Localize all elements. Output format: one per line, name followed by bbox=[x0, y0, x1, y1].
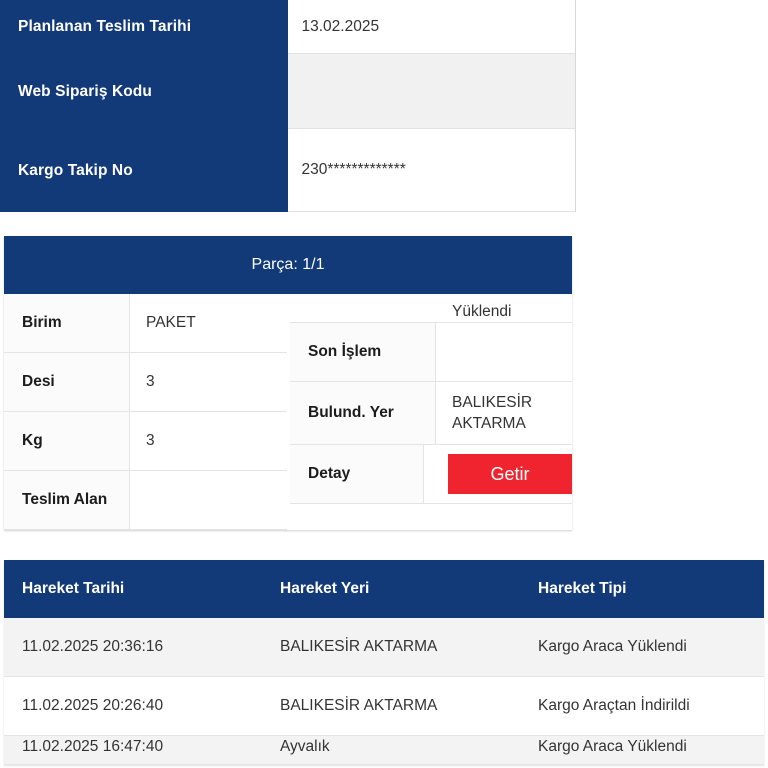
table-row-clipped bbox=[290, 294, 572, 323]
label-kg: Kg bbox=[4, 412, 130, 470]
table-row bbox=[4, 294, 287, 353]
cell-type: Kargo Araçtan İndirildi bbox=[538, 697, 690, 714]
label-cargo-tracking-no: Kargo Takip No bbox=[18, 161, 133, 179]
cell-date: 11.02.2025 20:36:16 bbox=[22, 638, 164, 655]
table-row bbox=[4, 353, 287, 412]
cell-date: 11.02.2025 16:47:40 bbox=[22, 738, 164, 755]
cell-date: 11.02.2025 20:26:40 bbox=[22, 697, 164, 714]
label-planned-delivery-date: Planlanan Teslim Tarihi bbox=[18, 18, 192, 35]
value-cargo-tracking-no: 230************* bbox=[288, 129, 576, 212]
value-bulund-yer: BALIKESİR AKTARMA bbox=[436, 382, 572, 444]
parcel-panel-body bbox=[4, 294, 572, 530]
parcel-left-table bbox=[4, 294, 288, 530]
label-desi: Desi bbox=[4, 353, 130, 411]
movement-table bbox=[4, 560, 764, 765]
cell-place: Ayvalık bbox=[280, 738, 330, 755]
cell-type: Kargo Araca Yüklendi bbox=[538, 638, 687, 655]
shipment-info-values bbox=[288, 0, 577, 212]
table-row bbox=[4, 412, 287, 471]
parcel-panel-title: Parça: 1/1 bbox=[4, 236, 572, 294]
cell-place: BALIKESİR AKTARMA bbox=[280, 638, 438, 655]
table-row bbox=[290, 323, 572, 382]
label-bulund-yer: Bulund. Yer bbox=[290, 382, 436, 444]
label-web-order-code: Web Sipariş Kodu bbox=[18, 82, 152, 100]
parcel-right-table bbox=[288, 294, 572, 530]
label-son-islem: Son İşlem bbox=[290, 323, 436, 381]
table-row bbox=[4, 736, 764, 765]
value-web-order-code bbox=[288, 54, 576, 129]
table-row bbox=[290, 445, 572, 504]
value-desi: 3 bbox=[130, 353, 287, 411]
table-row bbox=[4, 471, 287, 530]
shipment-info-block bbox=[0, 0, 576, 212]
table-row bbox=[4, 677, 764, 736]
label-teslim-alan: Teslim Alan bbox=[4, 471, 130, 529]
cell-place: BALIKESİR AKTARMA bbox=[280, 697, 438, 714]
value-birim: PAKET bbox=[130, 294, 287, 352]
value-teslim-alan bbox=[130, 471, 287, 529]
cell-type: Kargo Araca Yüklendi bbox=[538, 738, 687, 755]
parcel-panel bbox=[4, 236, 572, 530]
table-row bbox=[4, 618, 764, 677]
table-row bbox=[290, 382, 572, 445]
column-header-hareket-tarihi: Hareket Tarihi bbox=[22, 580, 125, 597]
value-planned-delivery-date: 13.02.2025 bbox=[288, 0, 576, 54]
shipment-info-labels bbox=[0, 0, 288, 212]
label-birim: Birim bbox=[4, 294, 130, 352]
value-kg: 3 bbox=[130, 412, 287, 470]
value-son-islem bbox=[436, 323, 572, 381]
value-clipped-status: Yüklendi bbox=[452, 303, 512, 320]
label-detay: Detay bbox=[290, 445, 424, 503]
movement-table-header bbox=[4, 560, 764, 618]
column-header-hareket-tipi: Hareket Tipi bbox=[538, 580, 627, 597]
column-header-hareket-yeri: Hareket Yeri bbox=[280, 580, 370, 597]
detay-cell bbox=[424, 445, 572, 503]
getir-button[interactable]: Getir bbox=[448, 454, 572, 494]
